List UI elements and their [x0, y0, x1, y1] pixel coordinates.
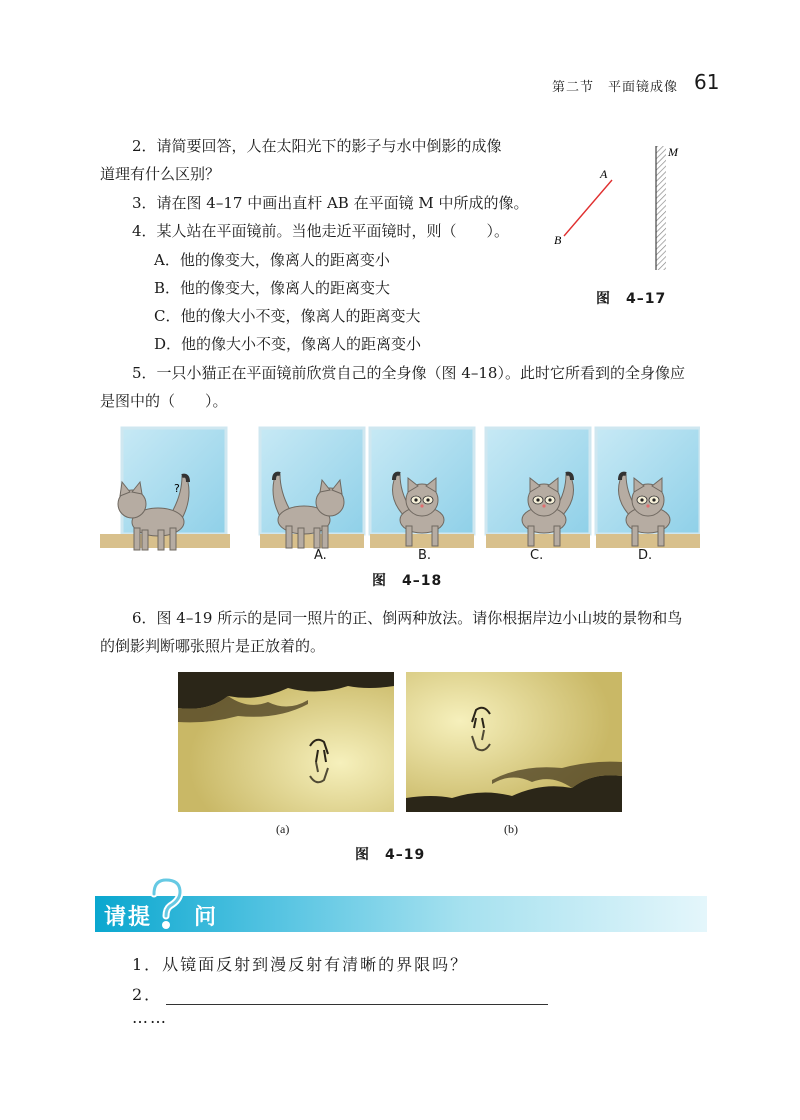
- point-a-label: A: [600, 167, 608, 181]
- ask-question-2-number: 2．: [132, 985, 163, 1004]
- figure-4-17-diagram: [550, 140, 690, 280]
- photo-b-label: (b): [504, 822, 518, 836]
- figure-4-19-caption: 图 4–19: [355, 847, 426, 863]
- panel-d-label: D.: [638, 548, 653, 563]
- panel-d-floor: [596, 534, 700, 548]
- q4-stem: 4．某人站在平面镜前。当他走近平面镜时，则（ ）。: [132, 222, 510, 240]
- q4-option-d: D．他的像大小不变，像离人的距离变小: [154, 335, 422, 353]
- q5-line2: 是图中的（ ）。: [100, 392, 228, 410]
- figure-4-17-caption: 图 4–17: [596, 291, 667, 307]
- photo-a: [178, 672, 394, 812]
- photo-b: [406, 672, 622, 812]
- scene-floor: [100, 534, 230, 548]
- panel-b-label: B.: [418, 548, 432, 563]
- ask-question-banner-title: [104, 900, 218, 931]
- q4-option-a: A．他的像变大，像离人的距离变小: [154, 251, 390, 269]
- page-number: 61: [694, 70, 720, 94]
- q6-line1: 6．图 4–19 所示的是同一照片的正、倒两种放法。请你根据岸边小山坡的景物和鸟: [132, 609, 683, 627]
- q4-option-b: B．他的像变大，像离人的距离变大: [154, 279, 391, 297]
- q5-line1: 5．一只小猫正在平面镜前欣赏自己的全身像（图 4–18）。此时它所看到的全身像应: [132, 364, 685, 382]
- q6-line2: 的倒影判断哪张照片是正放着的。: [100, 637, 326, 655]
- panel-c-label: C.: [530, 548, 544, 563]
- mirror-hatching: [656, 146, 666, 270]
- panel-a-floor: [260, 534, 364, 548]
- panel-a-label: A.: [314, 548, 327, 563]
- mirror-m-label: M: [668, 145, 678, 159]
- q2-line1: 2．请简要回答，人在太阳光下的影子与水中倒影的成像: [132, 137, 502, 155]
- cat-question-mark: ?: [174, 482, 180, 495]
- q2-line2: 道理有什么区别？: [100, 165, 221, 183]
- figure-4-18-caption: 图 4–18: [372, 573, 443, 589]
- figure-4-18-cats: [100, 420, 700, 570]
- panel-b-floor: [370, 534, 474, 548]
- q4-option-c: C．他的像大小不变，像离人的距离变大: [154, 307, 421, 325]
- panel-c-floor: [486, 534, 590, 548]
- banner-right-text: 问: [194, 905, 219, 930]
- ask-question-1: 1．从镜面反射到漫反射有清晰的界限吗？: [132, 955, 469, 974]
- rod-ab: [564, 180, 612, 236]
- ask-ellipsis: ……: [132, 1008, 168, 1027]
- photo-a-label: (a): [276, 822, 290, 836]
- banner-left-text: 请提: [104, 905, 153, 930]
- q3-text: 3．请在图 4–17 中画出直杆 AB 在平面镜 M 中所成的像。: [132, 194, 529, 212]
- running-header-section: 第二节 平面镜成像: [552, 80, 679, 95]
- ask-question-2: [132, 982, 548, 1005]
- answer-blank-line[interactable]: [166, 990, 548, 1005]
- point-b-label: B: [554, 233, 562, 247]
